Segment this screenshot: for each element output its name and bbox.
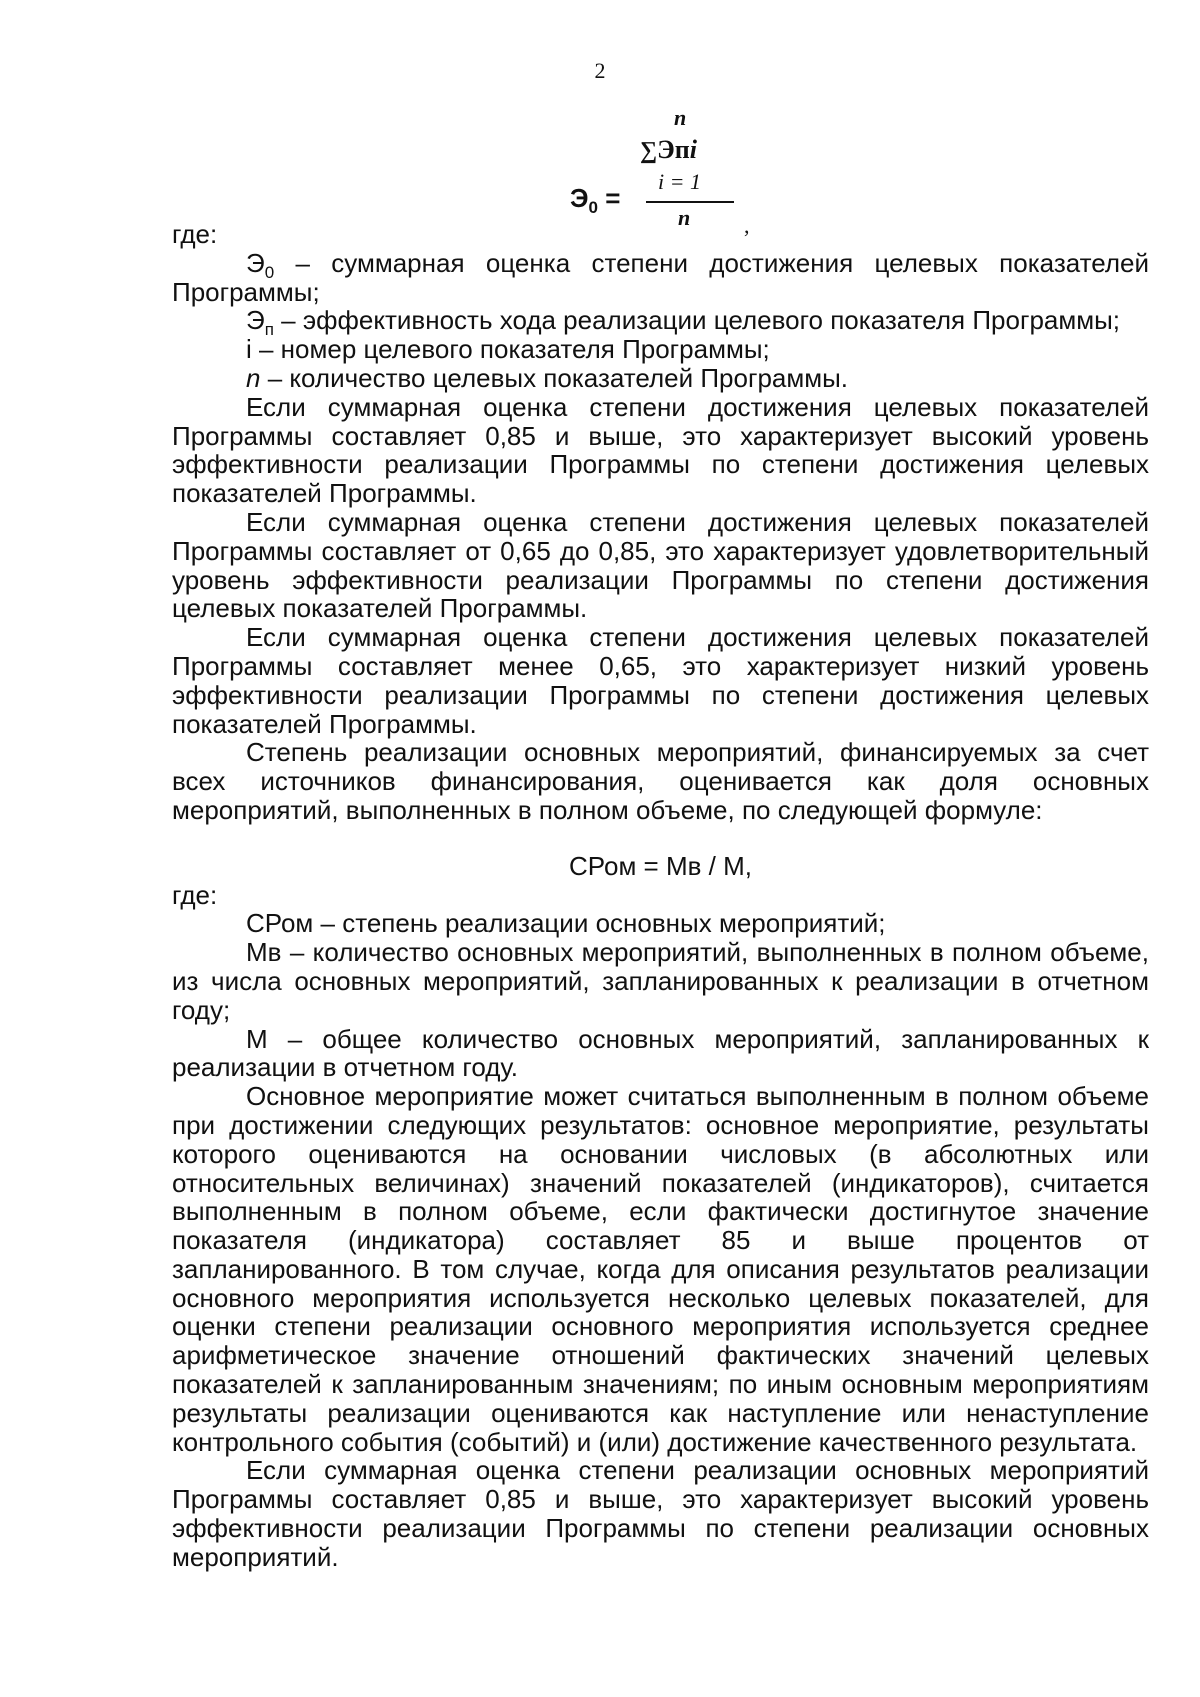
- srom-formula: СРом = Мв / М,: [569, 850, 752, 881]
- paragraph-satisfactory-level: Если суммарная оценка степени достижения целевых показателей Программы составляет от 0,65 до 0,85, это характеризует удовлетворительный уровень эффективности реализации Программы по степени достижения целевых показателей Программы.: [172, 506, 1149, 624]
- en-subscript: п: [264, 320, 274, 340]
- effectiveness-formula: [570, 105, 750, 238]
- formula-lhs: [570, 183, 620, 218]
- sum-expression: [640, 135, 697, 165]
- definition-i: i – номер целевого показателя Программы;: [246, 334, 770, 365]
- paragraph-completed-measure: Основное мероприятие может считаться выполненным в полном объеме при достижении следующих результатов: основное мероприятие, результаты которого оцениваются на основании числовых (в абсолютных или относительных величинах) значений показателей (индикаторов), считается выполненным в полном объеме, если фактически достигнутое значение показателя (индикатора) составляет 85 и выше процентов от запланированного. В том случае, когда для описания результатов реализации основного мероприятия используется несколько целевых показателей, для оценки степени реализации основного мероприятия используется среднее арифметическое значение отношений фактических значений целевых показателей к запланированным значениям; по иным основным мероприятиям результаты реализации оцениваются как наступление или ненаступление контрольного события (событий) и (или) достижение качественного результата.: [172, 1081, 1149, 1457]
- where-label-2: где:: [172, 879, 218, 910]
- paragraph-high-level: Если суммарная оценка степени достижения целевых показателей Программы составляет 0,85 и выше, это характеризует высокий уровень эффективности реализации Программы по степени достижения целевых показателей Программы.: [172, 391, 1149, 509]
- fraction-bar: [646, 201, 734, 203]
- formula-comma: ,: [744, 213, 750, 238]
- definition-n: [172, 364, 1149, 393]
- equals-sign: =: [605, 183, 621, 213]
- page-number: 2: [594, 58, 606, 83]
- lhs-symbol: Э: [570, 183, 589, 213]
- sum-lower-limit: i = 1: [658, 169, 701, 194]
- n-text: – количество целевых показателей Программы.: [260, 362, 849, 393]
- paragraph-measures-degree: Степень реализации основных мероприятий, финансируемых за счет всех источников финансирования, оценивается как доля основных мероприятий, выполненных в полном объеме, по следующей формуле:: [172, 737, 1149, 825]
- e0-symbol: Э: [246, 247, 265, 278]
- definition-m: М – общее количество основных мероприятий, запланированных к реализации в отчетном году.: [172, 1023, 1149, 1083]
- numerator-term: Эп: [657, 135, 690, 164]
- lhs-subscript: 0: [588, 198, 598, 218]
- n-symbol: n: [246, 362, 261, 393]
- paragraph-measures-high-level: Если суммарная оценка степени реализации основных мероприятий Программы составляет 0,85 и выше, это характеризует высокий уровень эффективности реализации Программы по степени реализации основных мероприятий.: [172, 1455, 1149, 1572]
- en-symbol: Э: [246, 305, 265, 336]
- e0-subscript: 0: [264, 262, 275, 282]
- en-text: – эффективность хода реализации целевого показателя Программы;: [273, 305, 1121, 336]
- paragraph-low-level: Если суммарная оценка степени достижения целевых показателей Программы составляет менее 0,65, это характеризует низкий уровень эффективности реализации Программы по степени достижения целевых показателей Программы.: [172, 622, 1149, 739]
- e0-text: – суммарная оценка степени достижения целевых показателей Программы;: [172, 247, 1149, 307]
- sum-sign: ∑: [640, 138, 658, 164]
- denominator: n: [678, 205, 691, 230]
- definition-e0: [172, 249, 1149, 307]
- sum-upper-limit: n: [674, 105, 687, 130]
- numerator-index: i: [689, 135, 697, 164]
- where-label: где:: [172, 219, 218, 249]
- definition-srom: СРом – степень реализации основных мероприятий;: [246, 908, 886, 939]
- definition-mv: Мв – количество основных мероприятий, выполненных в полном объеме, из числа основных мероприятий, запланированных к реализации в отчетном году;: [172, 937, 1149, 1025]
- body-text-block-1: [172, 220, 1149, 1572]
- definition-en: [172, 305, 1149, 340]
